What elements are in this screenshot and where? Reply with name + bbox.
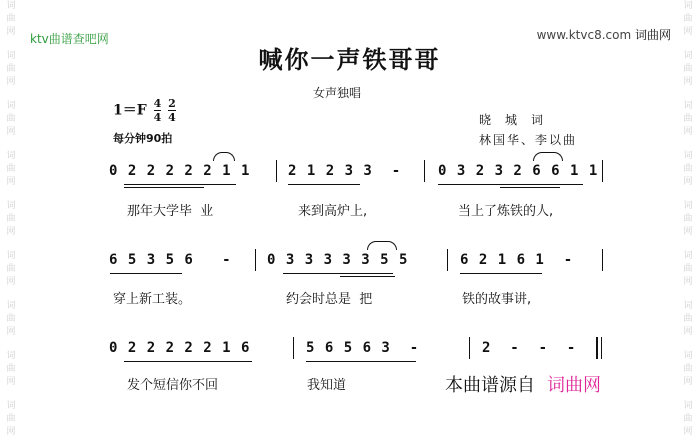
time-signature-2: $\frac{2}{4}$ [168, 97, 176, 124]
barline [424, 160, 425, 182]
notes-r2-m3: 6 2 1 6 1 - [460, 252, 574, 268]
notes-r1-m1: 0 2 2 2 2 2 1 1 [109, 163, 251, 179]
notes-r3-m2: 5 6 5 6 3 - [306, 340, 420, 356]
song-title: 喊你一声铁哥哥 [258, 45, 441, 74]
beam-underline [306, 361, 416, 362]
barline [602, 249, 603, 271]
barline [255, 249, 256, 271]
side-watermark-unit: 词 曲 网 [683, 401, 693, 437]
notes-r2-m2: 0 3 3 3 3 3 5 5 [267, 252, 409, 268]
barline [602, 160, 603, 182]
beam-underline [340, 276, 395, 277]
footer-source-text: 本曲谱源自 [445, 375, 535, 396]
barline [469, 337, 470, 359]
beam-underline [288, 184, 360, 185]
tie-slur [533, 152, 563, 161]
side-watermark-unit: 词 曲 网 [6, 351, 16, 387]
side-watermark-unit: 词 曲 网 [6, 301, 16, 337]
lyrics-r1-b: 来到高炉上, [298, 204, 368, 219]
notes-r2-m1: 6 5 3 5 6 - [109, 252, 232, 268]
notes-r1-m3: 0 3 2 3 2 6 6 1 1 [438, 163, 599, 179]
notes-r3-m3: 2 - - - [482, 340, 577, 356]
tempo-marking: 每分钟90拍 [113, 132, 173, 145]
final-barline [596, 337, 598, 359]
barline [447, 249, 448, 271]
side-watermark-unit: 词 曲 网 [6, 51, 16, 87]
side-watermark-unit: 词 曲 网 [683, 251, 693, 287]
barline [276, 160, 277, 182]
side-watermark-unit: 词 曲 网 [683, 101, 693, 137]
side-watermark-unit: 词 曲 网 [6, 251, 16, 287]
footer-source [445, 371, 601, 397]
beam-underline [124, 184, 236, 185]
beam-underline [124, 187, 204, 188]
side-watermark-unit: 词 曲 网 [683, 151, 693, 187]
lyrics-r1-a: 那年大学毕 业 [127, 204, 214, 219]
side-watermark-unit: 词 曲 网 [683, 301, 693, 337]
tie-slur [367, 241, 397, 250]
side-watermark-unit: 词 曲 网 [6, 151, 16, 187]
lyrics-r2-a: 穿上新工装。 [113, 292, 192, 307]
key-label: 1＝F [113, 102, 147, 119]
barline [293, 337, 294, 359]
performance-type: 女声独唱 [313, 86, 362, 100]
beam-underline [283, 273, 393, 274]
lyrics-r3-a: 发个短信你不回 [127, 378, 219, 393]
beam-underline [438, 184, 583, 185]
beam-underline [500, 187, 560, 188]
side-watermark-unit: 词 曲 网 [6, 201, 16, 237]
composer-credit: 林国华、李以曲 [479, 133, 578, 147]
tie-slur [213, 152, 235, 161]
notes-r3-m1: 0 2 2 2 2 2 1 6 [109, 340, 251, 356]
watermark-brand: 词曲网 [634, 28, 671, 42]
side-watermark-unit: 词 曲 网 [683, 51, 693, 87]
beam-underline [124, 361, 252, 362]
notes-r1-m2: 2 1 2 3 3 - [288, 163, 402, 179]
lyrics-r2-c: 铁的故事讲, [462, 292, 532, 307]
side-watermark-unit: 词 曲 网 [683, 1, 693, 37]
watermark-url: www.ktvc8.com [536, 28, 632, 42]
lyricist-credit: 晓城词 [479, 113, 558, 127]
beam-underline [460, 273, 542, 274]
side-watermark-unit: 词 曲 网 [683, 351, 693, 387]
footer-site-link[interactable]: 词曲网 [547, 375, 601, 396]
key-signature [113, 98, 176, 123]
side-watermark-unit: 词 曲 网 [683, 201, 693, 237]
lyrics-r1-c: 当上了炼铁的人, [458, 204, 554, 219]
side-watermark-unit: 词 曲 网 [6, 1, 16, 37]
final-barline-thin [601, 337, 602, 359]
time-signature-1: $\frac{4}{4}$ [153, 97, 162, 124]
side-watermark-unit: 词 曲 网 [6, 101, 16, 137]
watermark-top-left: ktv曲谱查吧网 [30, 32, 109, 46]
lyrics-r3-b: 我知道 [307, 378, 347, 393]
beam-underline [110, 273, 182, 274]
lyrics-r2-b: 约会时总是 把 [286, 292, 373, 307]
side-watermark-unit: 词 曲 网 [6, 401, 16, 437]
